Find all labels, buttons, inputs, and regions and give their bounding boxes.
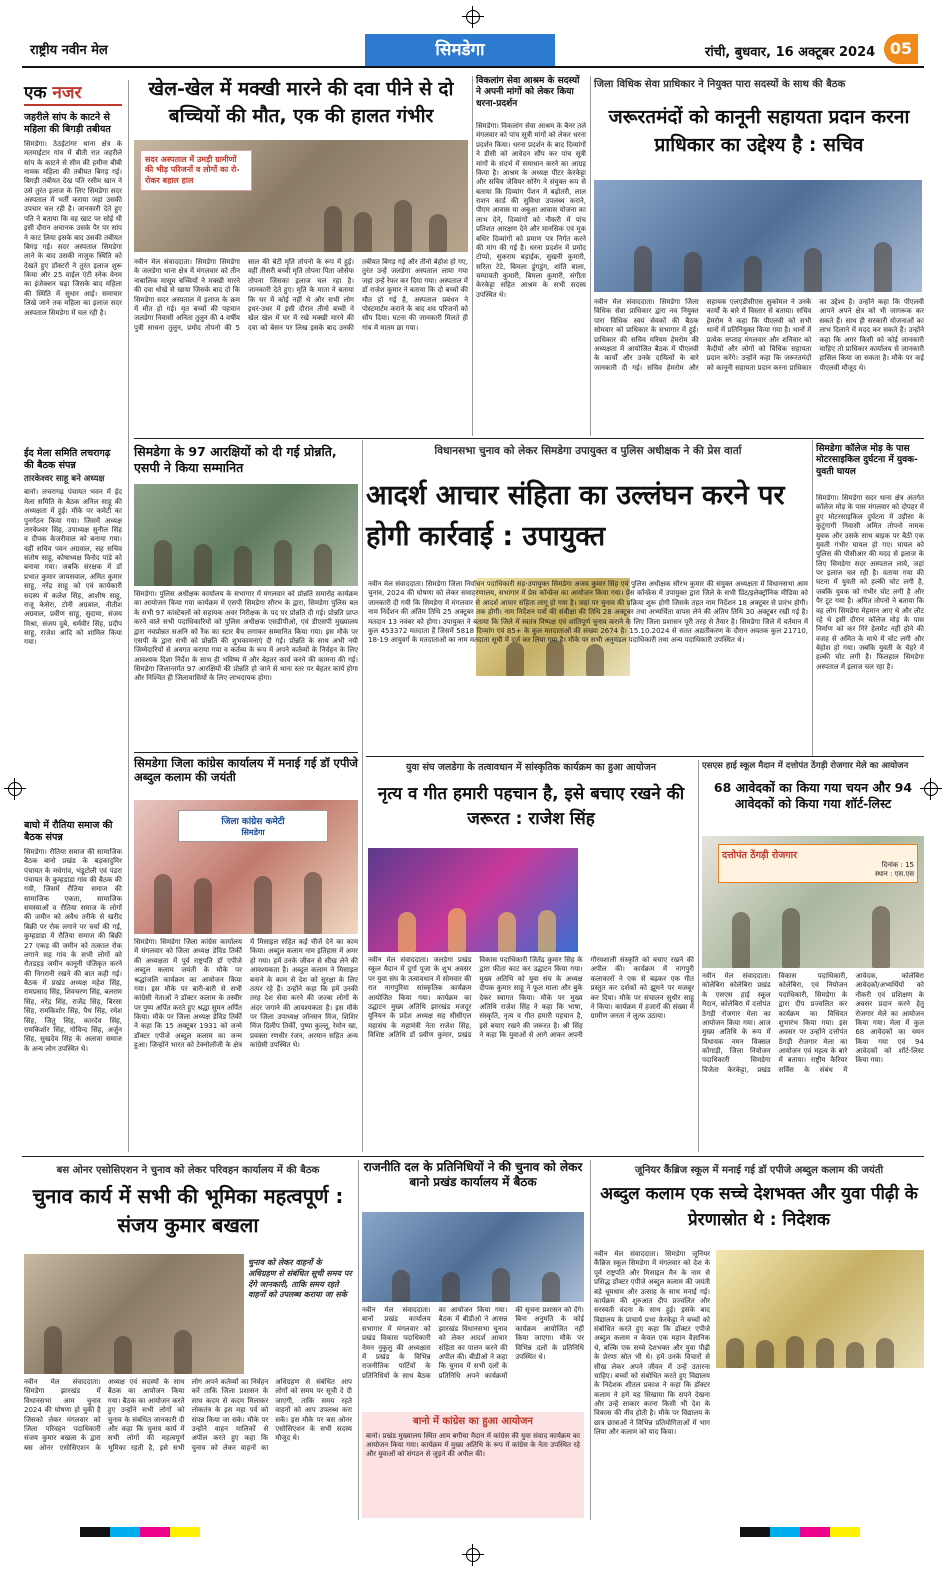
- rule-row-2: [366, 756, 924, 757]
- story8-headline: नृत्य व गीत हमारी पहचान है, इसे बचाए रखने की जरूरत : राजेश सिंह: [377, 784, 685, 829]
- paper-name: राष्ट्रीय नवीन मेल: [30, 43, 108, 58]
- sidebar-story-2: [24, 448, 122, 843]
- story5-banner: [178, 810, 328, 842]
- story9-banner-text: दत्तोपंत ठेंगड़ी रोजगार: [722, 850, 797, 861]
- story5-banner-sub: सिमडेगा: [241, 828, 265, 837]
- divider-4: [812, 440, 813, 756]
- sidebar-story-1: [24, 112, 122, 440]
- story3-kicker: जिला विधिक सेवा प्राधिकार ने नियुक्त पारा सदस्यों के साथ की बैठक: [594, 79, 846, 90]
- story11-photo: [362, 1212, 584, 1302]
- sidebar-divider: [128, 80, 129, 1152]
- story7-headline: सिमडेगा कॉलेज मोड़ के पास मोटरसाइकिल दुर्घटना में युवक-युवती घायल: [816, 444, 918, 477]
- sidebar-story-2-headline: ईद मेला समिति लचरागढ़ की बैठक संपन्न: [24, 448, 111, 471]
- colorbar-cyan: [110, 1527, 140, 1537]
- story2-headline: विकलांग सेवा आश्रम के सदस्यों ने अपनी मांगों को लेकर किया धरना-प्रदर्शन: [476, 76, 580, 109]
- sidebar-story-2-body: बानो। लचरागढ़ पंचायत भवन में ईद मेला समिति के बैठक अनिल साहू की अध्यक्षता में हुई। मौके पर कमेटी का पुनर्गठन किया गया। जिसमें अध्यक्ष तारकेश्वर सिंह, उपाध्यक्ष सुनील सिंह व दीपक केजरीवाल को बनाया गया। वहीं सचिव पवन अग्रवाल, सह सचिव संतोष साहू, कोषाध्यक्ष विनोद पांडे को बनाया गया। जबकि संरक्षक में डॉ प्रभात कुमार जायसवाल, अमित कुमार साहू, नरेंद्र साहू को एवं कार्यकारी सदस्य में कलेश सिंह, आशीष साहू, राजू केसेरा, टोनी अग्रवाल, नीतीश अग्रवाल, प्रवीण साहू, सुदामा, संजय मिश्रा, संजय दुबे, धर्मवीर सिंह, प्रदीप साहू, राजेश आदि को शामिल किया गया।: [24, 488, 122, 647]
- story3-photo: [594, 180, 922, 292]
- story4-photo: [134, 484, 358, 586]
- story11-sub-headline: बानो में कांग्रेस का हुआ आयोजन: [413, 1416, 533, 1427]
- story11-body: नवीन मेल संवाददाता। बानो प्रखंड कार्यालय सभागार में मंगलवार को प्रखंड विकास पदाधिकारी नेमन नुकुलु की अध्यक्षता में प्रखंड के विभिन्न राजनीतिक पार्टियों के प्रतिनिधियों के साथ बैठक का आयोजन किया गया। बैठक में बीडीओ ने आसन्न झारखंड विधानसभा चुनाव को लेकर आदर्श आचार संहिता का पालन करने की अपील की। बीडीओ ने कहा कि चुनाव में सभी दलों के प्रतिनिधि अपने कार्यक्रमों की सूचना प्रशासन को देंगे। बिना अनुमति के कोई कार्यक्रम आयोजित नहीं किया जाएगा। मौके पर विभिन्न दलों के प्रतिनिधि उपस्थित थे।: [362, 1306, 584, 1380]
- story10-photo: [24, 1254, 244, 1374]
- story6-body-col-fill: [368, 580, 472, 752]
- story9-place-text: स्थान : एस.एस: [875, 870, 914, 878]
- divider-1: [472, 76, 473, 436]
- colorbar-black-2: [740, 1527, 770, 1537]
- divider-2: [590, 76, 591, 436]
- story1-photo: [134, 140, 468, 252]
- divider-7: [590, 1160, 591, 1520]
- story8-body-side: [584, 848, 694, 952]
- story9-kicker: एसएस हाई स्कूल मैदान में दत्तोपंत ठेंगड़ी रोजगार मेले का आयोजन: [702, 761, 909, 771]
- registration-mark-left: [8, 782, 22, 796]
- story11-headline: राजनीति दल के प्रतिनिधियों ने की चुनाव को लेकर बानो प्रखंड कार्यालय में बैठक: [363, 1160, 583, 1189]
- sidebar-story-3: [24, 820, 122, 1173]
- page-number: 05: [884, 34, 918, 64]
- registration-mark-bottom: [466, 1548, 480, 1562]
- sidebar-title: [24, 80, 122, 106]
- colorbar-magenta-2: [800, 1527, 830, 1537]
- story12-body-lower: [716, 1372, 924, 1518]
- sidebar-title-a: एक: [24, 83, 47, 103]
- sidebar-story-3-headline: बाघो में रौतिया समाज की बैठक संपन्न: [24, 820, 113, 843]
- story9-photo: [702, 836, 924, 968]
- dateline: रांची, बुधवार, 16 अक्टूबर 2024: [705, 45, 876, 60]
- story7-body: सिमडेगा। सिमडेगा सदर थाना क्षेत्र अंतर्गत कॉलेज मोड़ के पास मंगलवार को दोपहर में हुए मोटरसाइकिल दुर्घटना में उड़ीसा के कुटुंगागी निवासी अमित तोपनो नामक युवक और उसके साथ बाइक पर बैठी एक युवती गंभीर घायल हो गए। घायल को पुलिस की पीसीआर की मदद से इलाज के लिए सिमडेगा सदर अस्पताल लाये, जहां पर इलाज चल रही है। वताया गया की घटना में युवती को हल्की चोट लगी है, जबकि युवक को गंभीर चोट लगी है और पैर टूट गया है। अमित तोपनो ने बताया कि वह लोग सिमडेगा मेहमान आए थे और लौट रहे थे इसी दौरान कॉलेज मोड़ के पास निर्माण को कर गिरे हेलमेट नहीं होने की वजह से अमित के माथे में चोट लगी और बेहोश हो गया। जबकि युवती के चेहरे में हल्की चोट लगी है। फिलहाल सिमडेगा अस्पताल में इलाज चल रहा है।: [816, 494, 924, 671]
- story12-kicker: जूनियर कैंब्रिज स्कूल में मनाई गई डॉ एपीजे अब्दुल कलाम की जयंती: [634, 1165, 884, 1176]
- story3-body: नवीन मेल संवाददाता। सिमडेगा जिला विधिक सेवा प्राधिकार द्वारा नव नियुक्त पारा विधिक स्वयं सेवकों की बैठक सोमवार को प्राधिकार के सभागार में हुई। प्राधिकार की सचिव मरियम हेमरोम की अध्यक्षता में आयोजित बैठक में पीएलवी के कार्यों और उनके दायित्वों के बारे जानकारी दी गई। सचिव हेमरोम और सहायक एलएडीसीएस सुकोमल ने उनके कार्यों के बारे में विस्तार से बताया। सचिव हेमरोम ने कहा कि पीएलवी को सभी थानों में प्रतिनियुक्त किया गया है। थानों में प्रत्येक सप्ताह मंगलवार और शनिवार को कैदीयों और लोगों को विधिक सहायता प्रदान करेंगे। उन्होंने कहा कि जरूरतमंदों को कानूनी सहायता प्रदान करना प्राधिकार का उद्देश्य है। उन्होंने कहा कि पीएलवी आपने अपने क्षेत्र को भी जागरूक कर सकते हैं। साथ ही सरकारी योजनाओं का लाभ दिलाने में मदद कर सकते हैं। उन्होंने कहा कि अगर किसी को कोई जानकारी चाहिए तो प्राधिकार कार्यालय से जानकारी हासिल किया जा सकता है। मौके पर कई पीएलवी मौजूद थे।: [594, 298, 924, 372]
- story8-body: नवीन मेल संवाददाता। जलडेगा प्रखंड स्कूल मैदान में दुर्गा पूजा के शुभ अवसर पर युवा संघ के तत्वावधान में सोमवार की रात नागपुरिया सांस्कृतिक कार्यक्रम आयोजित किया गया। कार्यक्रम का उद्घाटन मुख्य अतिथि झारखंड मजदूर यूनियन के प्रदेश अध्यक्ष सह सीसीएल महासंघ के महामंत्री नेता राजेश सिंह, विशिष्ट अतिथि डॉ प्रवीण कुमार, प्रखंड विकास पदाधिकारी जितेंद्र कुमार सिंह के द्वारा फीता काट कर उद्घाटन किया गया। मुख्य अतिथि को युवा संघ के अध्यक्ष दीपक कुमार साहू ने फूल माला और बुके देकर स्वागत किया। मौके पर मुख्य अतिथि राजेश सिंह ने कहा कि भाषा, संस्कृति, नृत्य व गीत हमारी पहचान है, इसे बचाए रखने की जरूरत है। श्री सिंह ने कहा कि युवाओं से आगे आकर अपनी गौरवशाली संस्कृति को बचाए रखने की अपील की। कार्यक्रम में नागपुरी कलाकारों ने एक से बढ़कर एक गीत प्रस्तुत कर दर्शकों को झूमने पर मजबूर कर दिया। मौके पर संचालन सुधीर साहू ने किया। कार्यक्रम में हजारों की संख्या में ग्रामीण जनता ने लुत्फ उठाया।: [368, 956, 694, 1039]
- story6-headline: आदर्श आचार संहिता का उल्लंघन करने पर होगी कार्रवाई : उपायुक्त: [366, 480, 785, 552]
- story4-headline: सिमडेगा के 97 आरक्षियों को दी गई प्रोन्नति, एसपी ने किया सम्मानित: [134, 444, 337, 475]
- divider-3: [362, 440, 363, 1152]
- sidebar-story-3-body: सिमडेगा। रौतिया समाज की सामाजिक बैठक बानो प्रखंड के बड़कादुमिर पंचायत के मधेगांव, भंडूटोली एवं पंडरा पंचायत के कुम्हडाडा गांव की बैठक की गयी, जिसमें रौतिया समाज की सामाजिक एकता, सामाजिक समस्याओं व रौतिया समाज के लोगों की जमीन को अवैध तरीके से खरीद बिक्री पर रोक लगाने पर चर्चा की गई, कुम्हडाडा में रौतिया समाज की बिक्री 27 एकड़ की जमीन को तत्काल रोक लगाने सह गांव के सभी लोगों को रौतडहड़ जमीन कानूनी पंजिकृत करने की निगरानी रखने की बात कही गई। बैठक में प्रखंड अध्यक्ष महेश सिंह, रामप्रसाद सिंह, शिवचरण सिंह, बलराम सिंह, नरेंद्र सिंह, राजेंद्र सिंह, बिरसा सिंह, रामकिशोर सिंह, पैथ सिंह, रमेश सिंह, जितु सिंह, कारदेव सिंह, रामकिशोर सिंह, गोविन्द सिंह, अर्जुन सिंह, सुखदेव सिंह के अलावा समाज के अन्य लोग उपस्थित थे।: [24, 847, 122, 1053]
- story9-headline: 68 आवेदकों का किया गया चयन और 94 आवेदकों को किया गया शॉर्ट-लिस्ट: [713, 780, 913, 811]
- story10-caption: चुनाव को लेकर वाहनों के अधिग्रहण से संबंधित सूची समय पर देंगे जानकारी, ताकि समय रहते वाहनों को उपलब्ध कराया जा सके: [248, 1258, 352, 1300]
- story4-body: सिमडेगा। पुलिस अधीक्षक कार्यालय के सभागार में मंगलवार को प्रोन्नति समारोह कार्यक्रम का आयोजन किया गया कार्यक्रम में एसपी सिमडेगा सौरभ के द्वारा, सिमडेगा पुलिस बल के सभी 97 कांस्टेबलों को सहायक अवर निरीक्षक के पद पर प्रोन्नति दी गई। प्रोन्नति प्राप्त करने वाले सभी पदाधिकारियों को पुलिस अधीक्षक एसडीपीओ, एवं डीएसपी मुख्यालय द्वारा नवप्रोन्नत सअनि को रैंक का स्टार बैच लगाकर सम्मानित किया गया। इस मौके पर एसपी के द्वारा सभी को प्रोन्नति की शुभकामनाएं दी गई। प्रोन्नति के साथ अभी नयी जिम्मेदारियों से अवगत कराया गया व कर्तव्य के रूप में अपने कर्तव्यों के निर्वहन के लिए आवश्यक दिशा निर्देश के साथ ही भविष्य में और बेहतर कार्य करने की कामना की गई। सिमडेगा जिलान्तर्गत 97 आरक्षियों की प्रोन्नति हो जाने से थाना स्तर पर बेहतर कार्य होगा और निश्चित ही जिलावासियों के लिए लाभदायक होगा।: [134, 590, 358, 683]
- sidebar-story-1-body: सिमडेगा। ठेठईटांगर थाना क्षेत्र के मतमाईटार गांव में बीती रात जहरीले सांप के काटने से सीम की हमीना बीबी नामक महिला की तबीयत बिगड़ गई। बिगड़ी तबीयत देख पति रसीम खान ने उसे तुरंत इलाज के लिए सिमडेगा सदर अस्पताल में भर्ती कराया जहां उसकी उपचार चल रही है। जानकारी देते हुए पति ने बताया कि वह खाट पर सोई थी इसी दौरान अचानक उसके पैर पर सांप ने काट लिया इसके बाद उसकी तबीयत बिगड़ गई। सदर अस्पताल सिमडेगा लाने के बाद उसकी नाजुक स्थिति को देखते हुए डॉक्टरों ने तुरंत इलाज शुरू किया और 25 वाईल एंटी स्नेक वेनम का इंजेक्शन चढ़ा जिसके बाद महिला की स्थिति में सुधार आई। समाचार लिखे जाने तक महिला का इलाज सदर अस्पताल सिमडेगा में चल रही है।: [24, 139, 122, 317]
- rule-row-1: [134, 438, 924, 439]
- rule-story4: [134, 752, 358, 753]
- story1-photo-caption: सदर अस्पताल में उमड़ी ग्रामीणों की भीड़ परिजनों व लोगों का रो-रोकर बहाल हाल: [140, 150, 252, 191]
- sidebar-title-b: नजर: [52, 83, 82, 103]
- colorbar-yellow-2: [830, 1527, 860, 1537]
- colorbar-magenta: [140, 1527, 170, 1537]
- story5-banner-text: जिला कांग्रेस कमेटी: [221, 817, 285, 827]
- story8-kicker: युवा संघ जलडेगा के तत्वावधान में सांस्कृतिक कार्यक्रम का हुआ आयोजन: [405, 762, 657, 773]
- story9-banner: [718, 844, 918, 883]
- section-label: सिमडेगा: [365, 34, 555, 66]
- sidebar-story-2-sub: तारकेश्वर साहू बने अध्यक्ष: [24, 473, 105, 484]
- registration-mark-right: [924, 782, 938, 796]
- colorbar-yellow: [170, 1527, 200, 1537]
- story8-photo: [368, 848, 578, 952]
- story5-photo: [134, 800, 358, 934]
- story3-headline: जरूरतमंदों को कानूनी सहायता प्रदान करना प्राधिकार का उद्देश्य है : सचिव: [608, 106, 910, 156]
- divider-6: [358, 1160, 359, 1520]
- story12-body: नवीन मेल संवाददाता। सिमडेगा जूनियर कैंब्रिज स्कूल सिमडेगा में मंगलवार को देश के पूर्व राष्ट्रपति और मिसाइल मैन के नाम से प्रसिद्ध डॉक्टर एपीजे अब्दुल कलाम की जयंती बड़े धूमधाम और उत्साह के साथ मनाई गई। कार्यक्रम की शुरुआत दीप प्रज्वलित और सरस्वती वंदना के साथ हुई। इसके बाद विद्यालय के प्राचार्य प्रभा केरकेट्टा ने बच्चों को संबोधित करते हुए कहा कि डॉक्टर एपीजे अब्दुल कलाम न केवल एक महान वैज्ञानिक थे, बल्कि एक सच्चे देशभक्त और युवा पीढ़ी के प्रेरणा स्रोत भी थे। हमें उनके विचारों से सीख लेकर अपने जीवन में उन्हें उतारना चाहिए। बच्चों को संबोधित करते हुए विद्यालय के निदेशक शीतल प्रकाश ने कहा कि डॉक्टर कलाम ने हमें यह सिखाया कि सपने देखना और उन्हें साकार करना किसी भी देश के विकास की नींव होती है। मौके पर विद्यालय के छात्र छात्राओं ने विभिन्न प्रतियोगिताओं में भाग लिया और कलाम को याद किया।: [594, 1250, 710, 1437]
- sidebar-story-1-headline: जहरीले सांप के काटने से महिला की बिगड़ी तबीयत: [24, 112, 111, 135]
- story2-body: सिमडेगा। विकलांग सेवा आश्रम के बैनर तले मंगलवार को पांच सूत्री मांगों को लेकर धरना प्रदर्शन किया। धरना प्रदर्शन के बाद दिव्यांगों ने डीसी को आवेदन सौंप कर पांच सूत्री मांगों के संदर्भ में समाधान करने का आग्रह किया है। आश्रम के अध्यक्ष पीटर केरकेट्टा और सचिव जेवियर सोरेंग ने संयुक्त रूप से बताया कि दिव्यांग पेंशन में बढ़ोतरी, लाल राशन कार्ड की सुविधा उपलब्ध कराने, पीएम आवास या अबुआ आवास योजना का लाभ देने, दिव्यांगों को नौकरी में पांच प्रतिशत आरक्षण देने और मानसिक एवं मूक बधिर दिव्यांगों को प्रमाण पत्र निर्गत करने की मांग की गई है। धरना प्रदर्शन में प्रमोद टोप्पो, सुकराम बड़ाईक, सुखनी कुमारी, सरिता टेटे, बिमला डुंगडुंग, शांति बाला, चम्पावती कुमारी, बिमला कुमारी, संगीता केरकेट्टा सहित आश्रम के सभी सदस्य उपस्थित थे।: [476, 122, 586, 299]
- story6-kicker: विधानसभा चुनाव को लेकर सिमडेगा उपायुक्त व पुलिस अधीक्षक ने की प्रेस वार्ता: [434, 445, 742, 457]
- story1-headline: खेल-खेल में मक्खी मारने की दवा पीने से दो बच्चियों की मौत, एक की हालत गंभीर: [148, 78, 454, 127]
- story9-body: नवीन मेल संवाददाता। कोलेबिरा कोलेबिरा प्रखंड के एसएस हाई स्कूल मैदान, कोलेबिरा में दत्तोपंत ठेंगड़ी रोजगार मेला का आयोजन किया गया। आज मुख्य अतिथि के रूप में विधायक नमन विक्सल कोंगाड़ी, जिला नियोजन पदाधिकारी सिमडेगा विजेता केरकेट्टा, प्रखंड विकास पदाधिकारी, कोलेबिरा, एवं नियोजन पदाधिकारी, सिमडेगा के द्वारा दीप प्रज्वलित कर कार्यक्रम का विधिवत शुभारंभ किया गया। इस अवसर पर उन्होंने दत्तोपंत ठेंगड़ी रोजगार मेला का आयोजन एवं महत्व के बारे में बताया। राष्ट्रीय कैरियर सर्विस के संबंध में आवेदक, कोलेबिरा आवेदकों/अभ्यर्थियों को नौकरी एवं प्रशिक्षण के अवसर प्रदान करने हेतु रोजगार मेले का आयोजन किया गया। मेला में कुल 68 आवेदकों का चयन किया गया एवं 94 आवेदकों को शॉर्ट-लिस्ट किया गया।: [702, 972, 924, 1074]
- story5-headline: सिमडेगा जिला कांग्रेस कार्यालय में मनाई गई डॉ एपीजे अब्दुल कलाम की जयंती: [134, 756, 358, 785]
- registration-mark-top: [466, 10, 480, 24]
- story6-body: नवीन मेल संवाददाता। सिमडेगा जिला निर्वाचन पदाधिकारी सह-उपायुक्त सिमडेगा अजय कुमार सिंह एवं पुलिस अधीक्षक सौरभ कुमार की संयुक्त अध्यक्षता में विधानसभा आम चुनाव, 2024 की घोषणा को लेकर समाहरणालय, सभागार में प्रेस कॉन्फ्रेंस का आयोजन किया गया। प्रेस कॉन्फ्रेंस में उपायुक्त द्वारा जिले के सभी प्रिंट/इलेक्ट्रॉनिक मीडिया को जानकारी दी गयी कि सिमडेगा में मंगलवार से आदर्श आचार संहिता लागू हो गया है। जहां पर चुनाव की प्रक्रिया शुरू होगी जिसके तहत नाम निर्देशन 18 अक्टूबर से प्रारंभ होगी। नाम निर्देशन की अंतिम तिथि 25 अक्टूबर तक होगी। नाम निर्देशन पत्रों की संवीक्षा की तिथि 28 अक्टूबर तथा अभ्यर्थिता वापस लेने की अंतिम तिथि 30 अक्टूबर रखी गई है। मतदान 13 नवंबर को होगा। उपायुक्त ने बताया कि जिले में स्वतंत्र निष्पक्ष एवं शांतिपूर्ण चुनाव कराने के लिए जिला प्रशासन पूरी तरह से तैयार है। सिमडेगा जिले में वर्तमान में कुल 453372 मतदाता हैं जिसमें 5818 दिव्यांग एवं 85+ के कुल मतदाताओं की संख्या 2674 है। 15.10.2024 से सतत अद्यतीकरण के दौरान अवतक कुल 21710, 18-19 आयुवर्ग के मतदाताओं का नाम मतदाता सूची में दर्ज कर लिया गया है। मौके पर सभी अनुमंडल पदाधिकारी तथा अन्य पदाधिकारी उपस्थित थे।: [368, 580, 808, 645]
- story1-body: नवीन मेल संवाददाता। सिमडेगा सिमडेगा के जलडेगा थाना क्षेत्र में मंगलवार को तीन नाबालिक मासूम बच्चियों ने मक्खी मारने की दवा धोखे से खाया जिसके बाद दो कि सिमडेगा सदर अस्पताल में इलाज के क्रम में मौत हो गई। मृत बच्चों की पहचान जलडेगा निवासी अनिता तुलुन की 4 वर्षीय पुत्री साधना तुलुन, प्रमोद तोपनो की 5 साल की बेटी मृति तोपनो के रूप में हुई। वहीं तीसरी बच्ची मृति तोपना पिता जोसेफ तोपना जिसका इलाज चल रहा है। जानकारी देते हुए। मृति के माता ने बताया कि घर में कोई नहीं थे और सभी लोग इधर-उधर में इसी दौरान तीनो बच्ची ने खेल खेल में घर में रखे मक्खी मारने की दवा को बेसन पर लिख इसके बाद उनकी तबीयत बिगड़ गई और तीनो बेहोश हो गए, तुरंत उन्हें जलडेगा अस्पताल लाया गया जहां उन्हें रेफर कर दिया गया। अस्पताल में डॉ राजेश कुमार ने बताया कि दो बच्चों की मौत हो गई है, अस्पताल प्रबंधन ने पोस्टमार्टम कराने के बाद शव परिजनों को सौंप दिया। घटना की जानकारी मिलते ही गांव में मातम छा गया।: [134, 258, 468, 332]
- story11-sub-body: बानो। प्रखंड मुख्यालय स्थित आम बगीचा मैदान में कांग्रेस की युवा संवाद कार्यक्रम का आयोजन किया गया। कार्यक्रम में मुख्य अतिथि के रूप में कांग्रेस के नेता उपस्थित रहे और युवाओं को संगठन से जुड़ने की अपील की।: [366, 1431, 580, 1459]
- rule-row-3: [22, 1156, 924, 1157]
- story10-headline: चुनाव कार्य में सभी की भूमिका महत्वपूर्ण : संजय कुमार बखला: [32, 1184, 344, 1237]
- story12-photo: [716, 1250, 924, 1368]
- story11-sub-box: [362, 1412, 584, 1518]
- story9-date-text: दिनांक : 15: [881, 861, 914, 869]
- story10-body: नवीन मेल संवाददाता। सिमडेगा झारखंड में विधानसभा आम चुनाव 2024 की घोषणा हो चुकी है जिसको लेकर मंगलवार को जिला परिवहन पदाधिकारी संजय कुमार बखला के द्वारा बस ओनर एसोसिएशन के अध्यक्ष एवं सदस्यों के साथ बैठक का आयोजन किया गया। बैठक का आयोजन करते हुए उन्होंने सभी लोगों को चुनाव के संबंधित जानकारी दी और कहा कि चुनाव कार्य में सभी लोगों की महत्वपूर्ण भूमिका रहती है, इसे सभी लोग अपने कर्तव्यों का निर्वहन करें ताकि जिला प्रशासन के साथ कदम से कदम मिलाकर लोकतंत्र के इस महा पर्व को संपन्न किया जा सके। मौके पर उन्होंने वाहन मालिकों से अपील करते हुए कहा कि चुनाव को लेकर वाहनों का अधिग्रहण से संबंधित आप लोगों को समय पर सूची दे दी जाएगी, ताकि समय रहते वाहनों को आप उपलब्ध करा सकें। इस मौके पर बस ओनर एसोसिएशन के सभी सदस्य मौजूद थे।: [24, 1378, 352, 1452]
- colorbar-black: [80, 1527, 110, 1537]
- colorbar-cyan-2: [770, 1527, 800, 1537]
- story12-headline: अब्दुल कलाम एक सच्चे देशभक्त और युवा पीढ़ी के प्रेरणास्रोत थे : निदेशक: [600, 1184, 918, 1230]
- divider-5: [698, 760, 699, 1152]
- story5-body: सिमडेगा। सिमडेगा जिला कांग्रेस कार्यालय में मंगलवार को जिला अध्यक्ष डेविड तिर्की की अध्यक्षता में पूर्व राष्ट्रपति डॉ एपीजे अब्दुल कलाम जयंती के मौके पर श्रद्धांजलि कार्यक्रम का आयोजन किया गया। इस मौके पर बारी-बारी से सभी कांग्रेसी नेताओं ने डॉक्टर कलाम के तस्वीर पर पुष्प अर्पित करते हुए श्रद्धा सुमन अर्पित किया। मौके पर जिला अध्यक्ष डेविड तिर्की ने कहा कि 15 अक्टूबर 1931 को जन्मे डॉक्टर एपीजे अब्दुल कलाम का जन्म हुआ। जिन्होंने भारत को टेक्नोलॉजी के क्षेत्र में मिसाइल सहित कई चीजें देने का काम किया। अब्दुल कलाम नाम इतिहास में अमर हो गया। हमें उनके जीवन से सीख लेने की आवश्यकता है। अब्दुल कलाम ने मिसाइल बनाने के काम से देश को सुरक्षा के लिए तत्पर रहे हैं। उन्होंने कहा कि हमें उनकी तरह देश सेवा करने की जज्बा लोगों के अंदर जगाने की आवश्यकता है। इस मौके पर जिला उपाध्यक्ष जॉनसन मिंज, शिशिर मिंज दिलीप तिर्की, पुष्पा कुल्लू, रेमोन खा, प्रवक्ता रणधीर रंजन, अरमान सहित अन्य कांग्रेसी उपस्थित थे।: [134, 938, 358, 1050]
- story10-kicker: बस ओनर एसोसिएशन ने चुनाव को लेकर परिवहन कार्यालय में की बैठक: [56, 1165, 320, 1176]
